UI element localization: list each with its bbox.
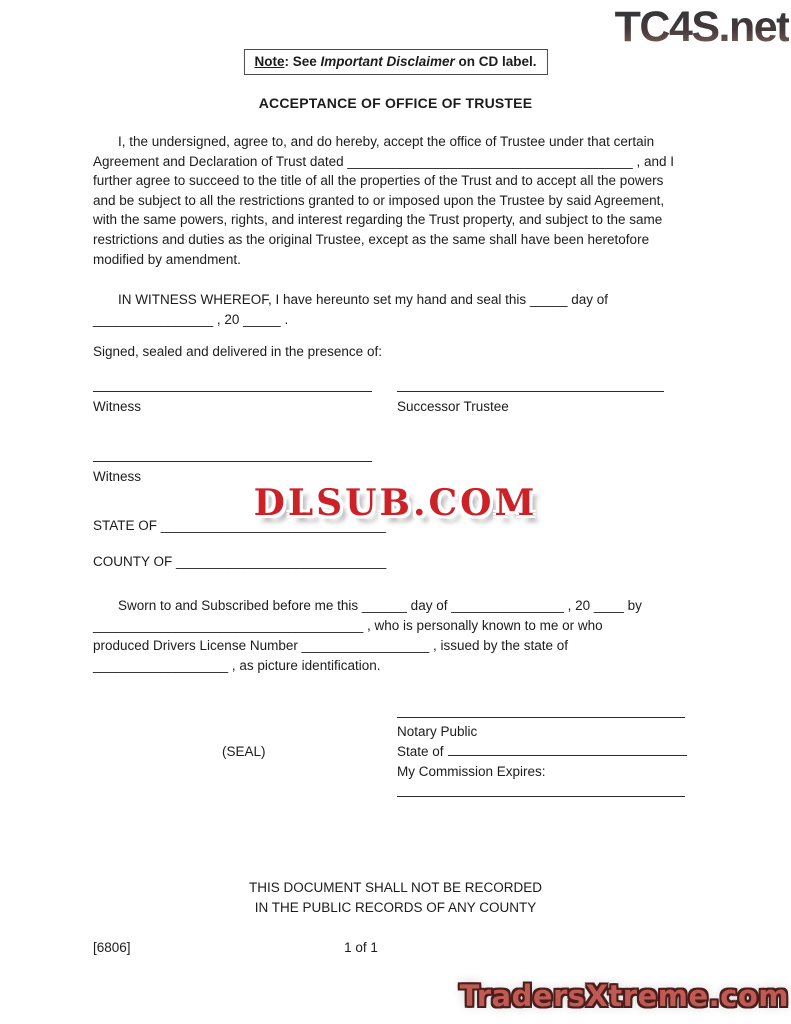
recording-notice-line1: THIS DOCUMENT SHALL NOT BE RECORDED bbox=[248, 880, 543, 895]
note-label: Note bbox=[254, 54, 285, 69]
notary-state-of-label: State of bbox=[397, 744, 444, 759]
commission-expires-label: My Commission Expires: bbox=[397, 764, 546, 779]
watermark-tc4s: TC4S.net bbox=[614, 3, 789, 51]
note-emphasis: Important Disclaimer bbox=[320, 54, 455, 69]
witness2-label: Witness bbox=[93, 469, 142, 484]
page-indicator: 1 of 1 bbox=[344, 940, 378, 955]
notary-public-label: Notary Public bbox=[397, 724, 478, 739]
paragraph-line: and be subject to all the restrictions granted to or imposed upon the Trustee by said Agreement, bbox=[93, 192, 665, 208]
paragraph-line: Agreement and Declaration of Trust dated ______________________________________ , and I bbox=[93, 153, 674, 169]
paragraph-line: with the same powers, rights, and interest regarding the Trust property, and subject to the same bbox=[93, 212, 663, 228]
page-title: ACCEPTANCE OF OFFICE OF TRUSTEE bbox=[258, 95, 533, 111]
paragraph-line: further agree to succeed to the title of all the properties of the Trust and to accept all the powers bbox=[93, 173, 664, 189]
witness1-signature-line bbox=[93, 391, 372, 392]
sworn-paragraph bbox=[93, 596, 691, 676]
note-rest: on CD label. bbox=[454, 54, 537, 69]
paragraph-line: __________________ , as picture identification. bbox=[93, 658, 381, 673]
witness1-label: Witness bbox=[93, 399, 142, 414]
successor-trustee-label: Successor Trustee bbox=[397, 399, 509, 414]
recording-notice bbox=[0, 878, 791, 918]
paragraph-line: ________________ , 20 _____ . bbox=[93, 312, 289, 328]
disclaimer-note-box bbox=[243, 49, 547, 75]
notary-state-of-row bbox=[397, 744, 687, 759]
paragraph-line: IN WITNESS WHEREOF, I have hereunto set my hand and seal this _____ day of bbox=[118, 292, 608, 307]
commission-expires-line bbox=[397, 796, 685, 797]
paragraph-line: I, the undersigned, agree to, and do hereby, accept the office of Trustee under that certain bbox=[118, 134, 655, 149]
witness-whereof-paragraph bbox=[93, 290, 691, 331]
recording-notice-line2: IN THE PUBLIC RECORDS OF ANY COUNTY bbox=[254, 900, 537, 915]
acceptance-paragraph bbox=[93, 132, 691, 269]
paragraph-line: restrictions and duties as the original Trustee, except as the same shall have been heretofore bbox=[93, 231, 650, 247]
presence-statement: Signed, sealed and delivered in the presence of: bbox=[93, 344, 382, 359]
paragraph-line: Sworn to and Subscribed before me this ______ day of _______________ , 20 ____ by bbox=[118, 598, 642, 613]
seal-placeholder: (SEAL) bbox=[222, 744, 266, 759]
state-of-line: STATE OF ______________________________ bbox=[93, 518, 386, 533]
witness2-signature-line bbox=[93, 461, 372, 462]
note-after-label: : See bbox=[284, 54, 321, 69]
watermark-dlsub: DLSUB.COM bbox=[253, 482, 538, 524]
notary-state-blank-line bbox=[448, 744, 687, 756]
successor-trustee-signature-line bbox=[397, 391, 664, 392]
doc-number: [6806] bbox=[93, 940, 131, 955]
paragraph-line: produced Drivers License Number _________________ , issued by the state of bbox=[93, 638, 569, 653]
watermark-tradersxtreme: TradersXtreme.com bbox=[459, 979, 789, 1013]
paragraph-line: modified by amendment. bbox=[93, 251, 241, 267]
paragraph-line: ____________________________________ , who is personally known to me or who bbox=[93, 618, 603, 633]
notary-signature-line bbox=[397, 717, 685, 718]
county-of-line: COUNTY OF ____________________________ bbox=[93, 554, 387, 569]
